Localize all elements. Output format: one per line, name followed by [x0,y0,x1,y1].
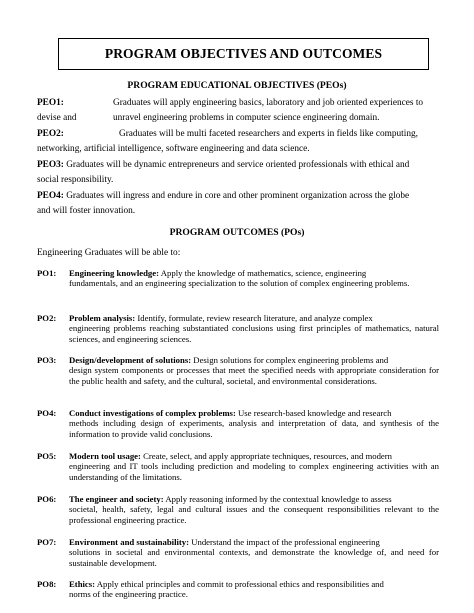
po3-label: PO3: [37,355,57,365]
po5-label: PO5: [37,451,57,461]
po5-text: Create, select, and apply appropriate techniques, resources, and modern [143,451,393,461]
peo3-text: Graduates will be dynamic entrepreneurs and service oriented professionals with ethical and [66,160,410,170]
po8-text: Apply ethical principles and commit to professional ethics and responsibilities and [96,579,384,589]
po6 [37,494,439,525]
po5-text-cont: engineering and IT tools including prediction and modeling to complex engineering activities with an understanding of the limitations. [69,461,439,482]
po4-label: PO4: [37,408,57,418]
peo2-text: Graduates will be multi faceted researchers and experts in fields like computing, [119,129,418,139]
po6-text: Apply reasoning informed by the contextual knowledge to assess [165,494,392,504]
po8 [37,579,439,600]
po6-label: PO6: [37,494,57,504]
po1-text-cont: fundamentals, and an engineering specialization to the solution of complex engineering problems. [69,278,410,289]
peo1-line2 [37,112,439,124]
po3 [37,355,439,386]
peo2-line1 [37,128,439,140]
po1 [37,268,439,289]
po3-text-cont: design system components or processes that meet the specified needs with appropriate consideration for the public health and safety, and the cultural, societal, and environmental considerations. [69,365,439,386]
po7 [37,537,439,568]
peo2-label: PEO2: [37,129,64,139]
po4-text-cont: methods including design of experiments, analysis and interpretation of data, and synthesis of the information to provide valid conclusions. [69,418,439,439]
po8-text-cont: norms of the engineering practice. [69,589,188,600]
peo1-line1 [37,97,439,109]
peo3-line1 [37,159,439,171]
po4-text: Use research-based knowledge and research [238,408,392,418]
po4 [37,408,439,439]
po3-name: Design/development of solutions: [69,355,192,365]
po1-text: Apply the knowledge of mathematics, science, engineering [160,268,367,278]
po6-name: The engineer and society: [69,494,164,504]
peo4-line2: and will foster innovation. [37,206,136,216]
po3-text: Design solutions for complex engineering problems and [193,355,389,365]
po7-text-cont: solutions in societal and environmental contexts, and demonstrate the knowledge of, and need for sustainable development. [69,547,439,568]
po2-label: PO2: [37,313,57,323]
peo-heading: PROGRAM EDUCATIONAL OBJECTIVES (PEOs) [127,80,347,91]
po2 [37,313,439,344]
po5 [37,451,439,482]
po5-name: Modern tool usage: [69,451,141,461]
po7-label: PO7: [37,537,57,547]
po8-label: PO8: [37,579,57,589]
peo4-label: PEO4: [37,191,64,201]
peo4-line1 [37,190,439,202]
po2-name: Problem analysis: [69,313,136,323]
po7-text: Understand the impact of the professional engineering [191,537,380,547]
peo1-text: Graduates will apply engineering basics, laboratory and job oriented experiences to [113,98,424,108]
po2-text-cont: engineering problems reaching substantiated conclusions using first principles of mathematics, natural sciences, and engineering sciences. [69,323,439,344]
po2-text: Identify, formulate, review research literature, and analyze complex [137,313,373,323]
peo1-text-2a: devise and [37,113,77,123]
peo4-text: Graduates will ingress and endure in core and other prominent organization across the globe [66,191,410,201]
po6-text-cont: societal, health, safety, legal and cultural issues and the consequent responsibilities relevant to the professional engineering practice. [69,504,439,525]
peo1-text-2b: unravel engineering problems in computer science engineering domain. [113,113,380,123]
po-intro: Engineering Graduates will be able to: [37,248,181,258]
po-heading: PROGRAM OUTCOMES (POs) [169,227,305,238]
po8-name: Ethics: [69,579,96,589]
po1-label: PO1: [37,268,57,278]
peo3-label: PEO3: [37,160,64,170]
page-title: PROGRAM OBJECTIVES AND OUTCOMES [104,46,383,61]
po4-name: Conduct investigations of complex problems: [69,408,236,418]
peo1-label: PEO1: [37,98,64,108]
po7-name: Environment and sustainability: [69,537,190,547]
title-box [58,38,429,70]
peo2-line2: networking, artificial intelligence, software engineering and data science. [37,144,310,154]
po1-name: Engineering knowledge: [69,268,160,278]
peo3-line2: social responsibility. [37,175,114,185]
